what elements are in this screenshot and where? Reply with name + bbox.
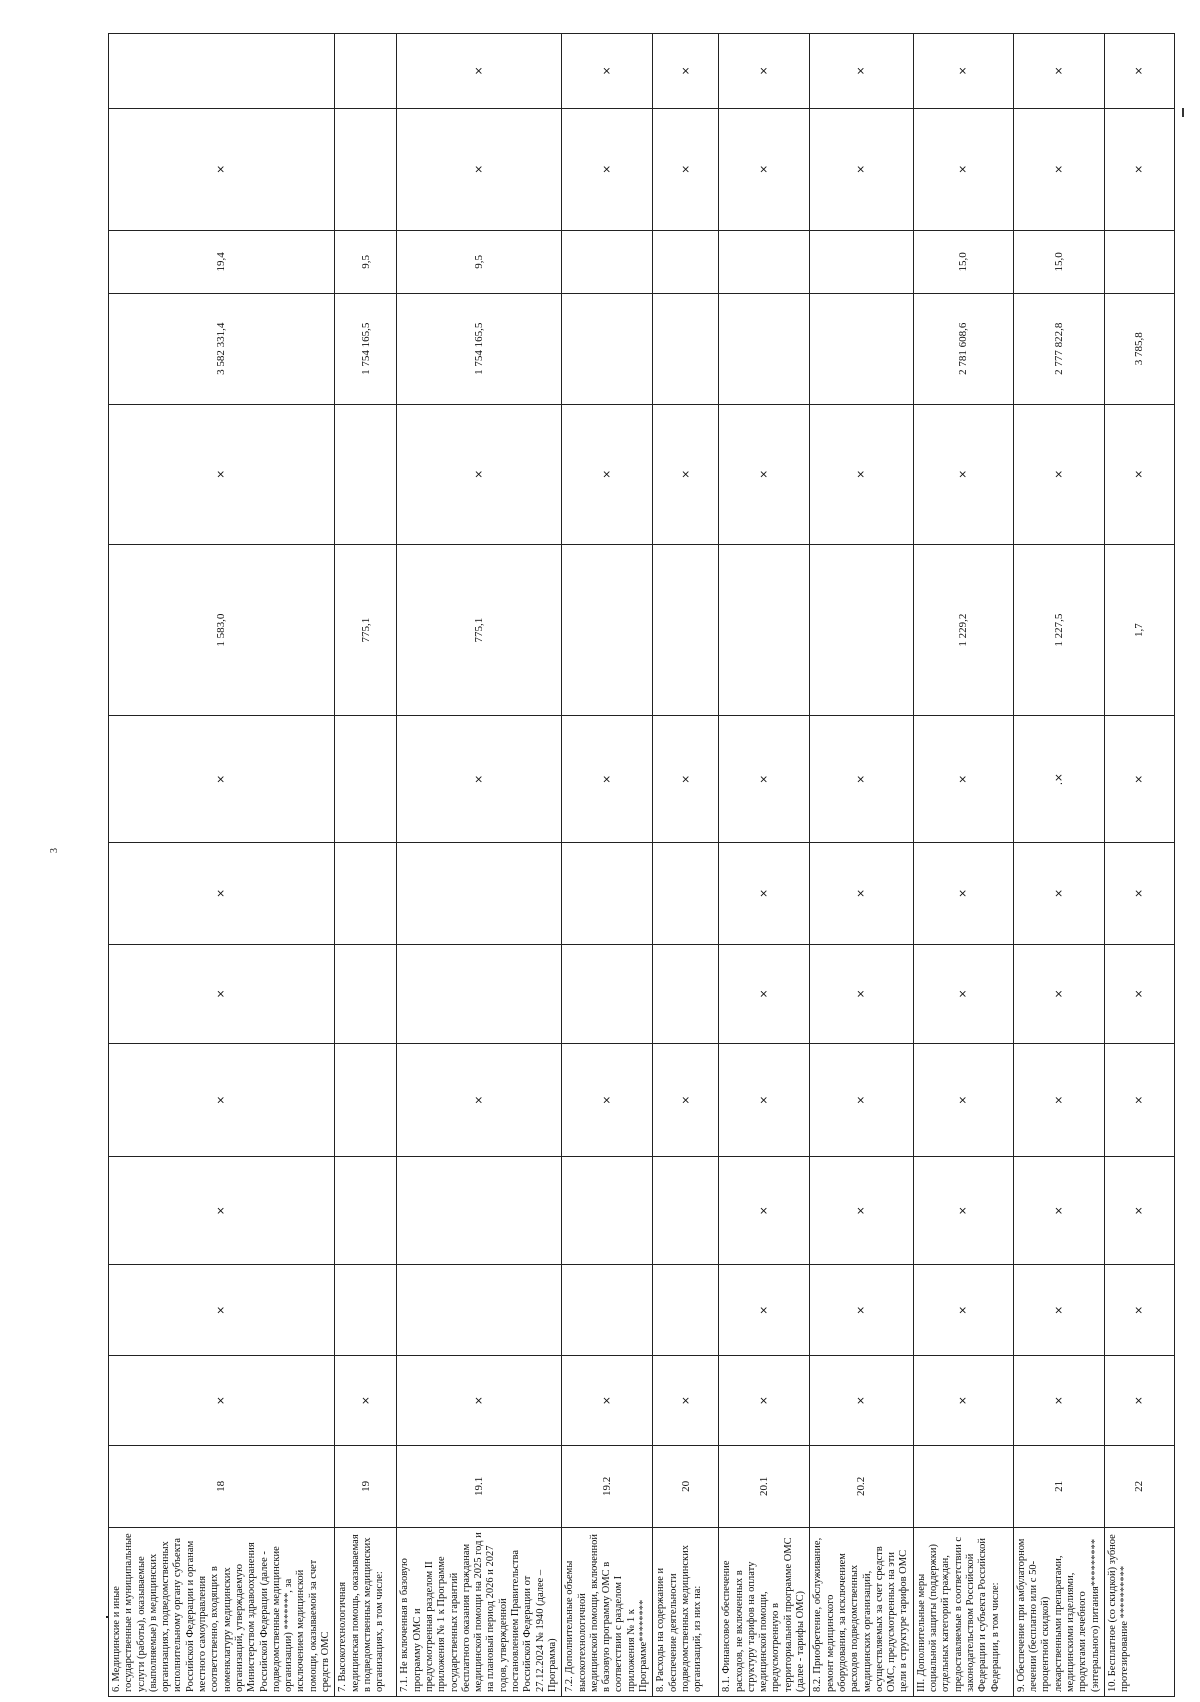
- row-code: 18: [109, 1446, 335, 1527]
- cell-c11: [335, 404, 397, 544]
- cell-c7: [562, 944, 653, 1043]
- cell-c10: [810, 544, 913, 716]
- cell-c9: [335, 716, 397, 843]
- cell-c6: ×: [1104, 1044, 1174, 1157]
- cell-c8: ×: [109, 842, 335, 944]
- cell-c7: ×: [109, 944, 335, 1043]
- cell-c12: 1 754 165,5: [335, 293, 397, 404]
- cell-c4: [397, 1265, 562, 1355]
- table-row: [1104, 34, 1174, 1697]
- cell-c3: ×: [562, 1355, 653, 1445]
- cell-c12: [810, 293, 913, 404]
- cell-c5: ×: [810, 1157, 913, 1265]
- cell-c11: ×: [810, 404, 913, 544]
- table-row: [653, 34, 719, 1697]
- cell-c15: [335, 34, 397, 109]
- cell-c11: ×: [913, 404, 1013, 544]
- cell-c5: ×: [109, 1157, 335, 1265]
- cell-c12: 1 754 165,5: [397, 293, 562, 404]
- cell-c8: [335, 842, 397, 944]
- cell-c12: 2 777 822,8: [1013, 293, 1104, 404]
- cell-c10: [719, 544, 810, 716]
- table-row: [913, 34, 1013, 1697]
- cell-c9: ×: [397, 716, 562, 843]
- cell-c11: ×: [719, 404, 810, 544]
- cell-c6: ×: [719, 1044, 810, 1157]
- cell-c15: [109, 34, 335, 109]
- cell-c3: ×: [109, 1355, 335, 1445]
- cell-c10: 1 229,2: [913, 544, 1013, 716]
- cell-c10: 1 227,5: [1013, 544, 1104, 716]
- row-code: 20.1: [719, 1446, 810, 1527]
- cell-c15: ×: [1013, 34, 1104, 109]
- rotated-table-wrapper: [108, 33, 1146, 1697]
- cell-c12: [719, 293, 810, 404]
- row-label: 6. Медицинские и иные государственные и муниципальные услуги (работы), оказываемые (выполняемые) в медицинских организациях, подведомственных исполнительному органу субъекта Российской Федерации и органам местного самоуправления соответственно, входящих в номенклатуру медицинских организаций, утверждаемую Министерством здравоохранения Российской Федерации (далее - подведомственные медицинские организации) *******, за исключением медицинской помощи, оказываемой за счет средств ОМС: [109, 1527, 335, 1696]
- cell-c3: ×: [913, 1355, 1013, 1445]
- cell-c5: [653, 1157, 719, 1265]
- row-label: 8.2. Приобретение, обслуживание, ремонт медицинского оборудования, за исключением расходов подведомственных медицинских организаций, осуществляемых за счет средств ОМС, предусмотренных на эти цели в структуре тарифов ОМС: [810, 1527, 913, 1696]
- row-label: 7. Высокотехнологичная медицинская помощь, оказываемая в подведомственных медицинских организациях, в том числе:: [335, 1527, 397, 1696]
- cell-c7: [335, 944, 397, 1043]
- cell-c5: ×: [1104, 1157, 1174, 1265]
- row-label: 8. Расходы на содержание и обеспечение деятельности подведомственных медицинских организаций, из них на:: [653, 1527, 719, 1696]
- cell-c3: ×: [335, 1355, 397, 1445]
- cell-c12: 3 582 331,4: [109, 293, 335, 404]
- cell-c6: ×: [397, 1044, 562, 1157]
- cell-c12: 2 781 608,6: [913, 293, 1013, 404]
- cell-c15: ×: [810, 34, 913, 109]
- cell-c7: ×: [810, 944, 913, 1043]
- cell-c9: .×: [1013, 716, 1104, 843]
- table-row: [562, 34, 653, 1697]
- cell-c9: ×: [719, 716, 810, 843]
- cell-c13: 15,0: [913, 230, 1013, 293]
- cell-c10: 775,1: [397, 544, 562, 716]
- cell-c11: ×: [562, 404, 653, 544]
- cell-c8: ×: [1013, 842, 1104, 944]
- cell-c11: ×: [653, 404, 719, 544]
- cell-c14: ×: [562, 108, 653, 230]
- scan-mark: [1182, 108, 1184, 117]
- cell-c5: ×: [719, 1157, 810, 1265]
- cell-c6: ×: [562, 1044, 653, 1157]
- cell-c11: ×: [397, 404, 562, 544]
- cell-c7: [397, 944, 562, 1043]
- cell-c4: ×: [1013, 1265, 1104, 1355]
- row-code: 20.2: [810, 1446, 913, 1527]
- cell-c6: ×: [913, 1044, 1013, 1157]
- cell-c9: ×: [1104, 716, 1174, 843]
- cell-c13: 9,5: [335, 230, 397, 293]
- row-code: 21: [1013, 1446, 1104, 1527]
- financing-table: [108, 33, 1175, 1697]
- cell-c13: [1104, 230, 1174, 293]
- cell-c13: [719, 230, 810, 293]
- cell-c15: ×: [1104, 34, 1174, 109]
- cell-c13: 9,5: [397, 230, 562, 293]
- cell-c9: ×: [653, 716, 719, 843]
- cell-c9: ×: [109, 716, 335, 843]
- cell-c4: ×: [719, 1265, 810, 1355]
- row-code: 19.1: [397, 1446, 562, 1527]
- cell-c15: ×: [719, 34, 810, 109]
- cell-c4: ×: [1104, 1265, 1174, 1355]
- cell-c4: ×: [810, 1265, 913, 1355]
- cell-c9: ×: [562, 716, 653, 843]
- row-code: 22: [1104, 1446, 1174, 1527]
- cell-c7: ×: [1104, 944, 1174, 1043]
- cell-c14: ×: [1013, 108, 1104, 230]
- cell-c6: ×: [1013, 1044, 1104, 1157]
- cell-c10: [653, 544, 719, 716]
- cell-c12: 3 785,8: [1104, 293, 1174, 404]
- cell-c8: [562, 842, 653, 944]
- table-row: [810, 34, 913, 1697]
- cell-c14: ×: [719, 108, 810, 230]
- cell-c3: ×: [1013, 1355, 1104, 1445]
- cell-c5: [335, 1157, 397, 1265]
- cell-c3: ×: [397, 1355, 562, 1445]
- cell-c10: [562, 544, 653, 716]
- cell-c9: ×: [913, 716, 1013, 843]
- row-label: 10. Бесплатное (со скидкой) зубное протезирование **********: [1104, 1527, 1174, 1696]
- table-row: [1013, 34, 1104, 1697]
- cell-c7: ×: [913, 944, 1013, 1043]
- cell-c11: ×: [1104, 404, 1174, 544]
- row-label: III. Дополнительные меры социальной защиты (поддержки) отдельных категорий граждан, предоставляемые в соответствии с законодательством Российской Федерации и субъекта Российской Федерации, в том числе:: [913, 1527, 1013, 1696]
- cell-c13: 15,0: [1013, 230, 1104, 293]
- cell-c15: ×: [562, 34, 653, 109]
- cell-c6: [335, 1044, 397, 1157]
- cell-c7: ×: [719, 944, 810, 1043]
- cell-c6: ×: [810, 1044, 913, 1157]
- cell-c15: ×: [913, 34, 1013, 109]
- cell-c13: 19,4: [109, 230, 335, 293]
- cell-c4: [562, 1265, 653, 1355]
- row-label: 7.1. Не включенная в базовую программу ОМС и предусмотренная разделом II приложения № 1 к Программе государственных гарантий бесплатного оказания гражданам медицинской помощи на 2025 год и на плановый период 2026 и 2027 годов, утвержденной постановлением Правительства Российской Федерации от 27.12.2024 № 1940 (далее – Программа): [397, 1527, 562, 1696]
- cell-c12: [653, 293, 719, 404]
- cell-c13: [562, 230, 653, 293]
- cell-c8: [397, 842, 562, 944]
- cell-c4: [653, 1265, 719, 1355]
- cell-c14: ×: [109, 108, 335, 230]
- cell-c11: ×: [1013, 404, 1104, 544]
- cell-c5: ×: [913, 1157, 1013, 1265]
- cell-c11: ×: [109, 404, 335, 544]
- cell-c3: ×: [810, 1355, 913, 1445]
- cell-c13: [653, 230, 719, 293]
- cell-c7: [653, 944, 719, 1043]
- row-code: 19.2: [562, 1446, 653, 1527]
- cell-c14: ×: [653, 108, 719, 230]
- cell-c3: ×: [653, 1355, 719, 1445]
- cell-c9: ×: [810, 716, 913, 843]
- cell-c3: ×: [1104, 1355, 1174, 1445]
- cell-c14: ×: [1104, 108, 1174, 230]
- table-row: [719, 34, 810, 1697]
- cell-c8: ×: [719, 842, 810, 944]
- cell-c4: [335, 1265, 397, 1355]
- cell-c8: [653, 842, 719, 944]
- cell-c13: [810, 230, 913, 293]
- table-row: [109, 34, 335, 1697]
- cell-c15: ×: [397, 34, 562, 109]
- cell-c8: ×: [810, 842, 913, 944]
- cell-c4: ×: [109, 1265, 335, 1355]
- cell-c5: [562, 1157, 653, 1265]
- row-label: 8.1. Финансовое обеспечение расходов, не включенных в структуру тарифов на оплату медицинской помощи, предусмотренную в территориальной программе ОМС (далее - тарифы ОМС): [719, 1527, 810, 1696]
- row-code: 20: [653, 1446, 719, 1527]
- cell-c5: ×: [1013, 1157, 1104, 1265]
- page-number: 3: [49, 848, 60, 853]
- table-row: [397, 34, 562, 1697]
- row-label: 9. Обеспечение при амбулаторном лечении (бесплатно или с 50-процентной скидкой) лекарственными препаратами, медицинскими изделиями, продуктами лечебного (энтерального) питания*********: [1013, 1527, 1104, 1696]
- cell-c10: 775,1: [335, 544, 397, 716]
- cell-c5: [397, 1157, 562, 1265]
- row-code: 19: [335, 1446, 397, 1527]
- cell-c14: ×: [913, 108, 1013, 230]
- cell-c14: ×: [397, 108, 562, 230]
- cell-c8: ×: [913, 842, 1013, 944]
- cell-c15: ×: [653, 34, 719, 109]
- cell-c3: ×: [719, 1355, 810, 1445]
- cell-c8: ×: [1104, 842, 1174, 944]
- cell-c10: 1 583,0: [109, 544, 335, 716]
- cell-c12: [562, 293, 653, 404]
- cell-c14: [335, 108, 397, 230]
- cell-c7: ×: [1013, 944, 1104, 1043]
- cell-c14: ×: [810, 108, 913, 230]
- cell-c10: 1,7: [1104, 544, 1174, 716]
- row-code: [913, 1446, 1013, 1527]
- cell-c6: ×: [653, 1044, 719, 1157]
- table-row: [335, 34, 397, 1697]
- row-label: 7.2. Дополнительные объемы высокотехнологичной медицинской помощи, включенной в базовую программу ОМС в соответствии с разделом I приложения № 1 к Программе********: [562, 1527, 653, 1696]
- cell-c4: ×: [913, 1265, 1013, 1355]
- cell-c6: ×: [109, 1044, 335, 1157]
